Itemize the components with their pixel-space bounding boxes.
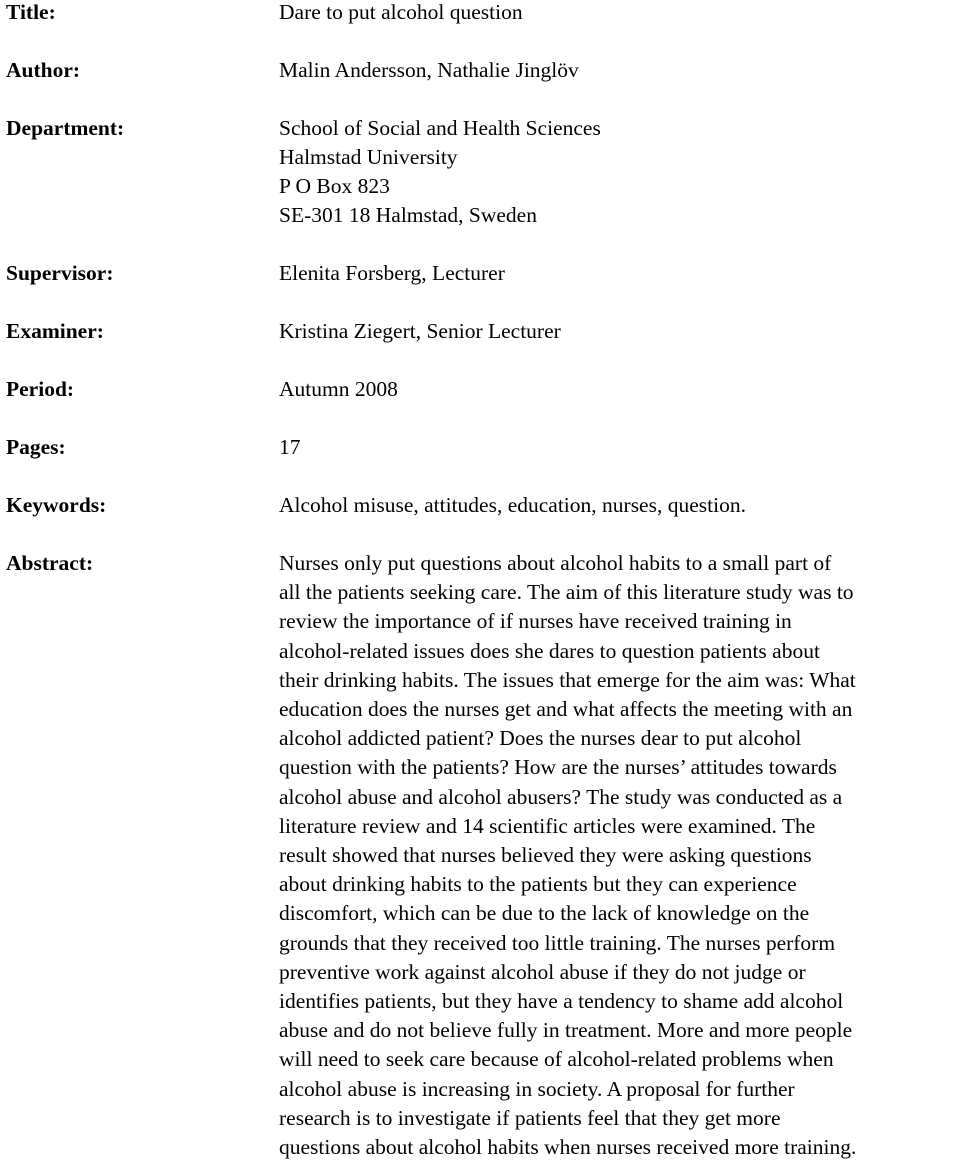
abstract-line: result showed that nurses believed they were asking questions [279,843,812,868]
abstract-line: questions about alcohol habits when nurses received more training. [279,1135,857,1160]
abstract-line: grounds that they received too little training. The nurses perform [279,930,836,955]
department-line: Halmstad University [279,145,458,169]
abstract-line: alcohol-related issues does she dares to question patients about [279,638,820,663]
abstract-label: Abstract: [6,551,94,575]
title-label: Title: [6,0,56,24]
supervisor-label: Supervisor: [6,261,114,285]
abstract-line: literature review and 14 scientific articles were examined. The [279,813,816,838]
abstract-line: alcohol abuse and alcohol abusers? The study was conducted as a [279,784,843,809]
department-line: School of Social and Health Sciences [279,116,601,140]
abstract-line: preventive work against alcohol abuse if they do not judge or [279,959,806,984]
abstract-line: their drinking habits. The issues that emerge for the aim was: What [279,667,856,692]
author-label: Author: [6,58,81,82]
department-label: Department: [6,116,125,140]
supervisor-value: Elenita Forsberg, Lecturer [279,261,505,285]
abstract-line: about drinking habits to the patients but they can experience [279,872,797,897]
abstract-text [279,549,959,1162]
department-line: P O Box 823 [279,174,390,198]
pages-value: 17 [279,435,301,459]
abstract-line: discomfort, which can be due to the lack of knowledge on the [279,901,810,926]
abstract-line: research is to investigate if patients feel that they get more [279,1105,781,1130]
abstract-line: Nurses only put questions about alcohol habits to a small part of [279,551,832,575]
abstract-line: education does the nurses get and what affects the meeting with an [279,697,853,722]
examiner-value: Kristina Ziegert, Senior Lecturer [279,319,561,343]
pages-label: Pages: [6,435,66,459]
abstract-line: abuse and do not believe fully in treatment. More and more people [279,1018,853,1043]
abstract-line: alcohol abuse is increasing in society. A proposal for further [279,1076,795,1101]
title-value: Dare to put alcohol question [279,0,523,24]
abstract-line: all the patients seeking care. The aim of this literature study was to [279,580,854,605]
keywords-label: Keywords: [6,493,107,517]
period-label: Period: [6,377,75,401]
period-value: Autumn 2008 [279,377,398,401]
keywords-value: Alcohol misuse, attitudes, education, nurses, question. [279,493,746,517]
abstract-line: review the importance of if nurses have received training in [279,609,792,634]
abstract-line: will need to seek care because of alcohol-related problems when [279,1047,834,1072]
department-line: SE-301 18 Halmstad, Sweden [279,203,537,227]
abstract-line: identifies patients, but they have a tendency to shame add alcohol [279,989,844,1014]
department-value [279,114,601,230]
author-value: Malin Andersson, Nathalie Jinglöv [279,58,579,82]
examiner-label: Examiner: [6,319,104,343]
abstract-line: alcohol addicted patient? Does the nurses dear to put alcohol [279,726,802,751]
abstract-line: question with the patients? How are the nurses’ attitudes towards [279,755,837,780]
